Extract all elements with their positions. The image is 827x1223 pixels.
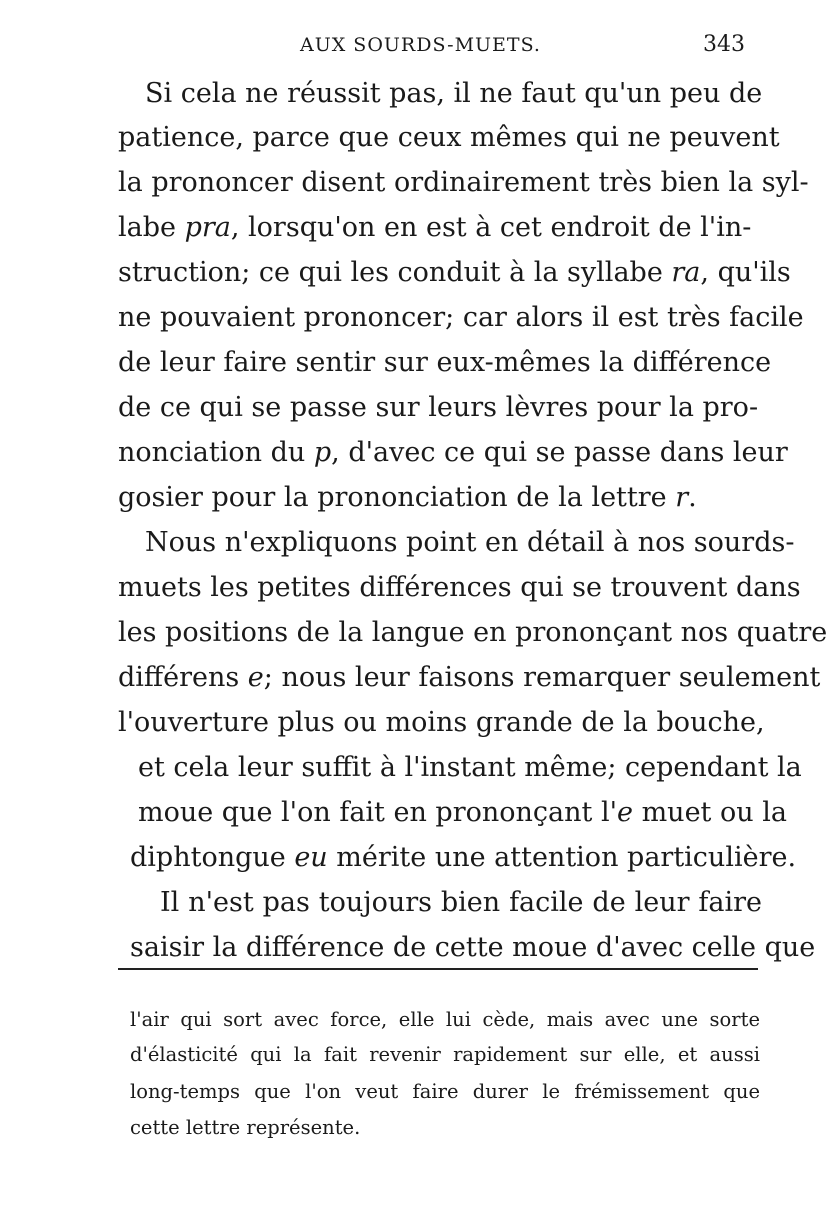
- body-line: différens e; nous leur faisons remarquer seulement: [118, 662, 821, 693]
- body-line: Nous n'expliquons point en détail à nos sourds-: [145, 527, 795, 558]
- body-line: ne pouvaient prononcer; car alors il est très facile: [118, 302, 804, 333]
- body-line: l'ouverture plus ou moins grande de la bouche,: [118, 707, 765, 738]
- body-line: labe pra, lorsqu'on en est à cet endroit de l'in-: [118, 212, 752, 243]
- italic-text: r: [675, 482, 689, 513]
- body-line: muets les petites différences qui se trouvent dans: [118, 572, 801, 603]
- body-line: patience, parce que ceux mêmes qui ne peuvent: [118, 122, 780, 153]
- footnote-line: d'élasticité qui la fait revenir rapidement sur elle, et aussi: [130, 1043, 760, 1066]
- footnote-line: long-temps que l'on veut faire durer le frémissement que: [130, 1080, 760, 1103]
- footnote-line: l'air qui sort avec force, elle lui cède, mais avec une sorte: [130, 1008, 760, 1031]
- page-header: [0, 30, 800, 70]
- italic-text: eu: [294, 842, 328, 873]
- italic-text: p: [313, 437, 332, 468]
- body-line: Si cela ne réussit pas, il ne faut qu'un peu de: [145, 78, 763, 109]
- body-line: et cela leur suffit à l'instant même; cependant la: [138, 752, 802, 783]
- italic-text: ra: [671, 257, 701, 288]
- body-line: moue que l'on fait en prononçant l'e muet ou la: [138, 797, 787, 828]
- page-number: 343: [703, 32, 745, 57]
- footnote-line: cette lettre représente.: [130, 1116, 361, 1139]
- body-line: de leur faire sentir sur eux-mêmes la différence: [118, 347, 772, 378]
- body-line: de ce qui se passe sur leurs lèvres pour la pro-: [118, 392, 759, 423]
- body-line: les positions de la langue en prononçant nos quatre: [118, 617, 827, 648]
- italic-text: e: [617, 797, 633, 828]
- body-line: nonciation du p, d'avec ce qui se passe dans leur: [118, 437, 788, 468]
- body-line: gosier pour la prononciation de la lettre r.: [118, 482, 697, 513]
- body-line: diphtongue eu mérite une attention particulière.: [130, 842, 797, 873]
- body-line: la prononcer disent ordinairement très bien la syl-: [118, 167, 809, 198]
- body-line: struction; ce qui les conduit à la syllabe ra, qu'ils: [118, 257, 791, 288]
- body-line: Il n'est pas toujours bien facile de leur faire: [160, 887, 762, 918]
- running-title: AUX SOURDS-MUETS.: [300, 34, 541, 56]
- italic-text: pra: [184, 212, 231, 243]
- footnote-rule: [118, 968, 758, 970]
- italic-text: e: [247, 662, 264, 693]
- body-line: saisir la différence de cette moue d'avec celle que: [130, 932, 816, 963]
